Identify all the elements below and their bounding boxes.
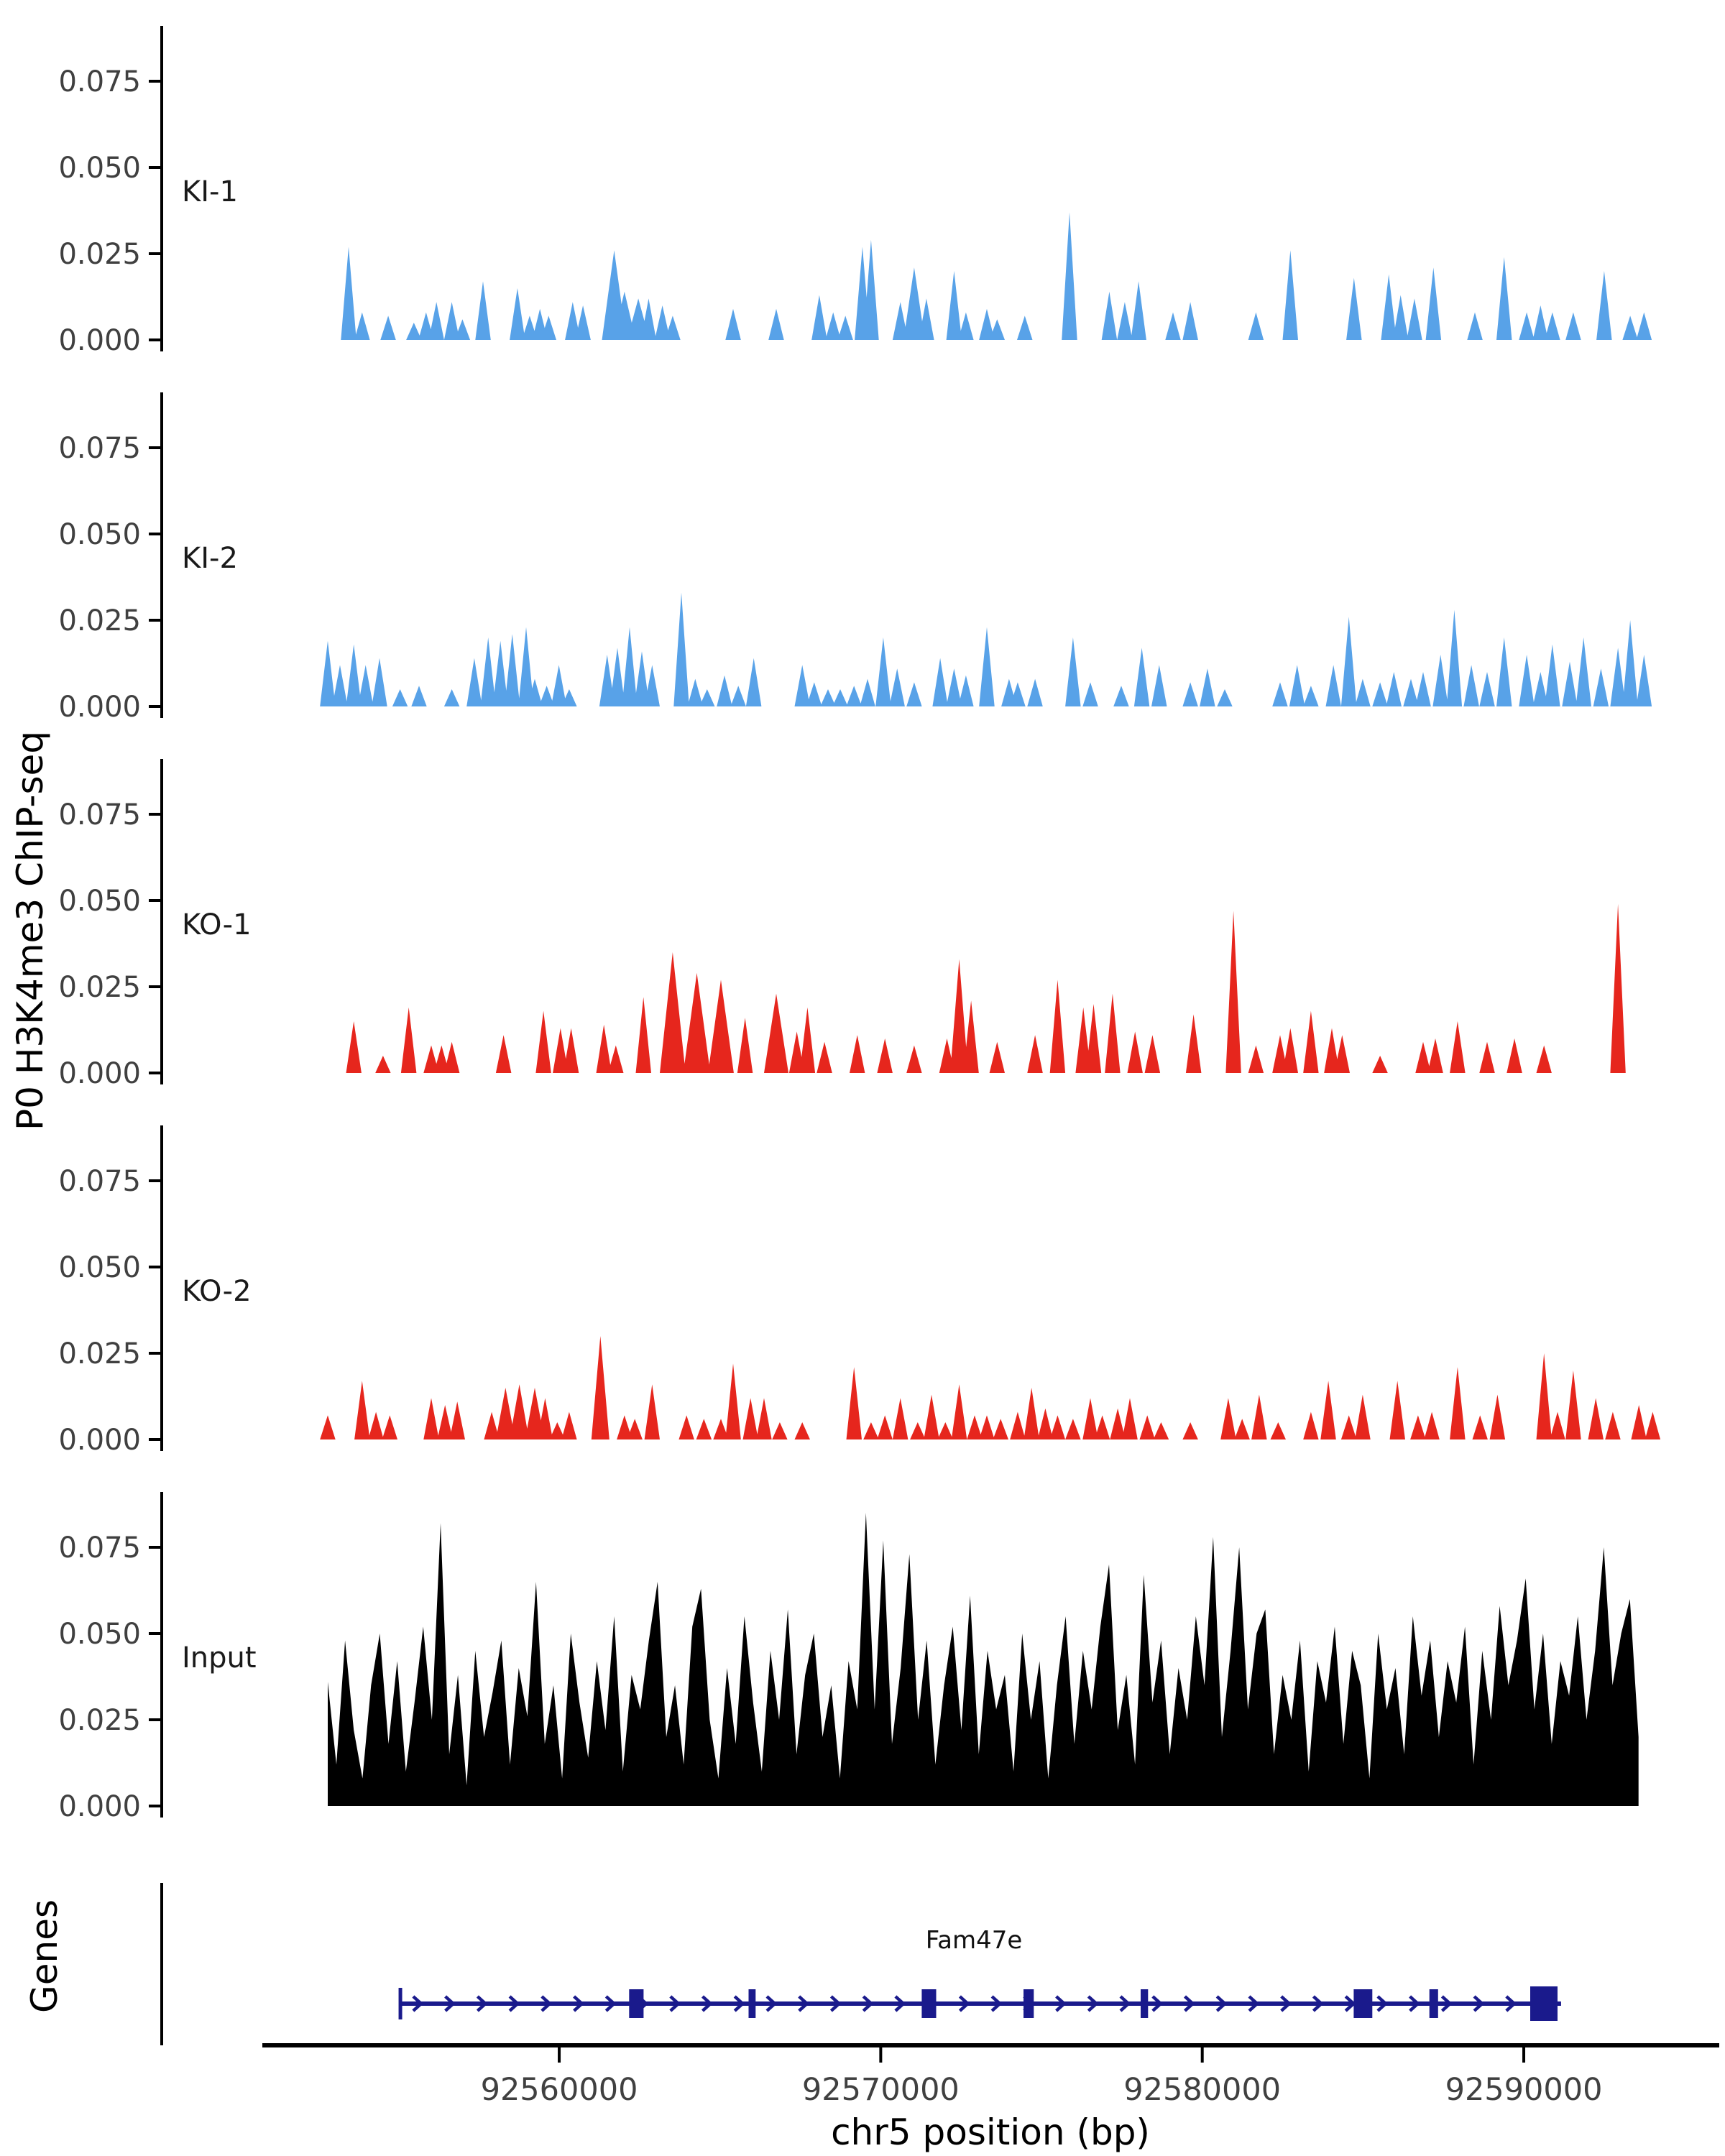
track-label-KI-2: KI-2 <box>182 542 238 575</box>
x-axis-title: chr5 position (bp) <box>831 2111 1150 2153</box>
x-tick-label: 92590000 <box>1445 2072 1603 2108</box>
y-tick-label: 0.025 <box>58 1337 141 1370</box>
gene-exon <box>1353 1989 1372 2018</box>
signal-area-KO-1 <box>346 904 1626 1073</box>
gene-exon <box>921 1989 936 2018</box>
track-label-Input: Input <box>182 1641 257 1674</box>
track-label-KI-1: KI-1 <box>182 175 238 208</box>
signal-area-KI-2 <box>320 593 1652 706</box>
gene-exon <box>629 1989 643 2018</box>
y-tick-label: 0.050 <box>58 1251 141 1284</box>
y-tick-label: 0.000 <box>58 1424 141 1457</box>
y-tick-label: 0.025 <box>58 604 141 637</box>
track-label-KO-2: KO-2 <box>182 1275 252 1308</box>
signal-area-KO-2 <box>320 1336 1660 1439</box>
y-tick-label: 0.050 <box>58 1618 141 1651</box>
gene-exon <box>1024 1989 1034 2018</box>
gene-exon <box>749 1989 756 2018</box>
y-tick-label: 0.000 <box>58 1790 141 1823</box>
gene-exon <box>1141 1989 1148 2018</box>
y-tick-label: 0.000 <box>58 324 141 357</box>
signal-area-KI-1 <box>341 212 1652 340</box>
x-tick-label: 92580000 <box>1123 2072 1282 2108</box>
y-tick-label: 0.025 <box>58 971 141 1004</box>
track-label-KO-1: KO-1 <box>182 908 252 941</box>
y-tick-label: 0.025 <box>58 1704 141 1737</box>
gene-end-exon <box>1530 1986 1558 2021</box>
y-tick-label: 0.075 <box>58 65 141 98</box>
y-tick-label: 0.050 <box>58 152 141 185</box>
genes-panel-label: Genes <box>24 1899 65 2014</box>
y-tick-label: 0.075 <box>58 1165 141 1198</box>
y-tick-label: 0.050 <box>58 518 141 551</box>
signal-area-Input <box>328 1513 1639 1806</box>
y-tick-label: 0.075 <box>58 798 141 831</box>
y-tick-label: 0.000 <box>58 1057 141 1090</box>
gene-exon <box>1430 1989 1438 2018</box>
x-tick-label: 92560000 <box>480 2072 638 2108</box>
y-tick-label: 0.050 <box>58 885 141 918</box>
y-tick-label: 0.000 <box>58 691 141 724</box>
y-tick-label: 0.025 <box>58 238 141 271</box>
y-tick-label: 0.075 <box>58 1531 141 1565</box>
gene-name-label: Fam47e <box>925 1926 1023 1955</box>
y-tick-label: 0.075 <box>58 432 141 465</box>
x-tick-label: 92570000 <box>801 2072 960 2108</box>
y-axis-title: P0 H3K4me3 ChIP-seq <box>9 730 51 1131</box>
